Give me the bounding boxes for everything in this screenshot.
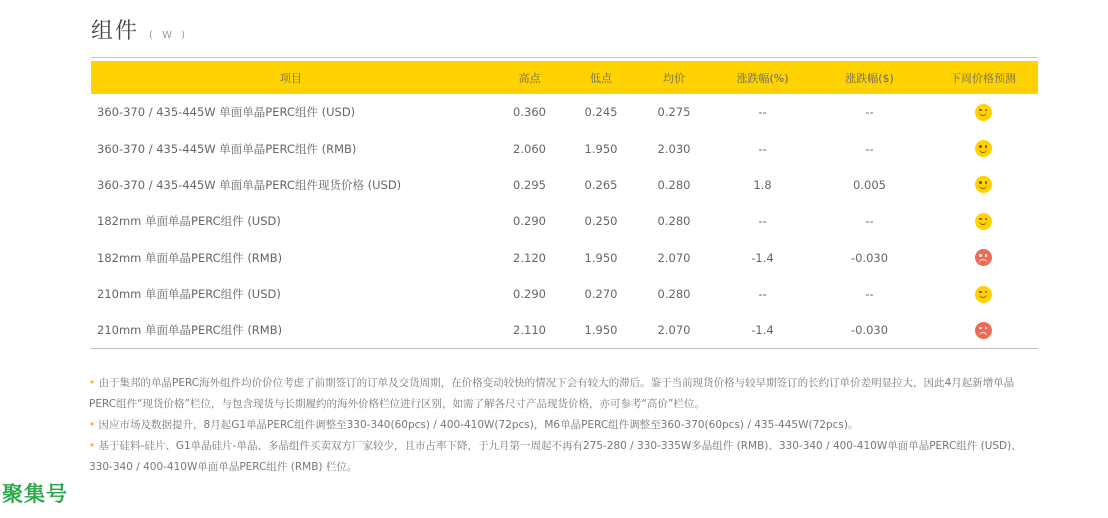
item-cell: 360-370 / 435-445W 单面单晶PERC组件 (RMB) — [97, 141, 357, 156]
section-title: 组件 — [91, 19, 140, 44]
footnote-text: 基于硅料-硅片、G1单晶硅片-单晶、多晶组件买卖双方厂家较少，且市占率下降，于九月第一周起不再有275-280 / 330-335W多晶组件 (RMB)、330-340 / 400-410W单面单晶PERC组件 (USD)、330-340 / 400-410W单面单晶PERC组件 (RMB) 栏位。 — [89, 440, 1022, 473]
item-cell: 360-370 / 435-445W 单面单晶PERC组件现货价格 (USD) — [97, 177, 402, 192]
table-row — [91, 240, 1038, 276]
forecast-cell — [928, 276, 1038, 312]
change-pct-cell: -- — [758, 214, 767, 229]
column-header-change-abs: 涨跌幅($) — [845, 71, 894, 85]
avg-price-cell: 2.070 — [634, 312, 714, 348]
change-abs-cell: -0.030 — [850, 250, 889, 265]
sad-face-icon — [975, 249, 992, 266]
change-abs-cell: 0.005 — [853, 177, 886, 192]
change-abs-cell: -- — [865, 287, 874, 302]
watermark-logo: 聚集号 — [2, 482, 68, 506]
change-abs-cell: -- — [865, 214, 874, 229]
forecast-cell — [928, 167, 1038, 203]
table-row — [91, 130, 1038, 166]
change-pct-cell: -- — [758, 105, 767, 120]
forecast-cell — [928, 130, 1038, 166]
change-pct-cell: 1.8 — [753, 177, 772, 192]
item-cell: 182mm 单面单晶PERC组件 (RMB) — [97, 250, 283, 265]
top-divider — [91, 57, 1038, 58]
smiley-face-icon — [975, 140, 992, 157]
high-price-cell: 0.360 — [513, 105, 546, 120]
footnote — [89, 436, 1034, 478]
footnote-text: 因应市场及数据提升，8月起G1单晶PERC组件调整至330-340(60pcs) / 400-410W(72pcs)，M6单晶PERC组件调整至360-370(60pcs) / 435-445W(72pcs)。 — [98, 419, 859, 431]
table-row — [91, 276, 1038, 312]
column-header-change-pct: 涨跌幅(%) — [736, 71, 789, 85]
item-cell: 182mm 单面单晶PERC组件 (USD) — [97, 214, 281, 229]
change-pct-cell: -- — [758, 141, 767, 156]
column-header-high: 高点 — [518, 71, 541, 85]
table-row — [91, 167, 1038, 203]
smiley-face-icon — [975, 104, 992, 121]
change-abs-cell: -0.030 — [811, 312, 928, 348]
smiley-face-icon — [975, 286, 992, 303]
change-pct-cell: -- — [758, 287, 767, 302]
avg-price-cell: 2.030 — [657, 141, 691, 156]
high-price-cell: 2.120 — [513, 250, 546, 265]
column-header-low: 低点 — [590, 71, 612, 85]
item-cell: 210mm 单面单晶PERC组件 (USD) — [97, 287, 281, 302]
section-heading — [91, 14, 188, 45]
item-cell: 210mm 单面单晶PERC组件 (RMB) — [91, 312, 491, 348]
table-row — [91, 312, 1038, 348]
avg-price-cell: 0.280 — [657, 214, 691, 229]
module-price-table — [91, 61, 1038, 349]
footnote — [89, 373, 1034, 415]
table-row — [91, 94, 1038, 130]
footnote — [89, 415, 1034, 436]
low-price-cell: 0.245 — [584, 105, 618, 120]
unit-label: ( W ) — [149, 30, 189, 41]
change-abs-cell: -- — [865, 141, 874, 156]
low-price-cell: 1.950 — [584, 141, 618, 156]
low-price-cell: 0.265 — [584, 177, 618, 192]
high-price-cell: 2.110 — [491, 312, 568, 348]
footnotes — [89, 373, 1034, 478]
column-header-avg: 均价 — [663, 71, 685, 85]
sad-face-icon — [975, 322, 992, 339]
table-header-row — [91, 61, 1038, 94]
change-pct-cell: -1.4 — [751, 250, 774, 265]
bullet-icon: • — [89, 419, 96, 431]
smiley-face-icon — [975, 213, 992, 230]
column-header-item: 项目 — [280, 71, 302, 85]
forecast-cell — [928, 312, 1038, 348]
smiley-face-icon — [975, 176, 992, 193]
change-pct-cell: -1.4 — [714, 312, 811, 348]
footnote-text: 由于集邦的单晶PERC海外组件均价价位考虑了前期签订的订单及交货周期，在价格变动较快的情况下会有较大的滞后。鉴于当前现货价格与较早期签订的长约订单价差明显拉大，因此4月起新增单晶PERC组件“现货价格”栏位，与包含现货与长期履约的海外价格栏位进行区别，如需了解各尺寸产品现货价格，亦可参考“高价”栏位。 — [89, 377, 1015, 410]
avg-price-cell: 0.275 — [657, 105, 691, 120]
high-price-cell: 0.295 — [513, 177, 546, 192]
forecast-cell — [928, 203, 1038, 239]
bullet-icon: • — [89, 377, 96, 389]
high-price-cell: 0.290 — [513, 214, 546, 229]
column-header-forecast: 下周价格预测 — [950, 71, 1016, 85]
change-abs-cell: -- — [865, 105, 874, 120]
table-row — [91, 203, 1038, 239]
high-price-cell: 2.060 — [513, 141, 546, 156]
low-price-cell: 0.250 — [584, 214, 618, 229]
bullet-icon: • — [89, 440, 96, 452]
forecast-cell — [928, 240, 1038, 276]
avg-price-cell: 0.280 — [657, 287, 691, 302]
high-price-cell: 0.290 — [513, 287, 546, 302]
low-price-cell: 1.950 — [568, 312, 634, 348]
avg-price-cell: 0.280 — [657, 177, 691, 192]
low-price-cell: 0.270 — [584, 287, 618, 302]
forecast-cell — [928, 94, 1038, 130]
item-cell: 360-370 / 435-445W 单面单晶PERC组件 (USD) — [97, 105, 356, 120]
low-price-cell: 1.950 — [584, 250, 618, 265]
avg-price-cell: 2.070 — [657, 250, 691, 265]
